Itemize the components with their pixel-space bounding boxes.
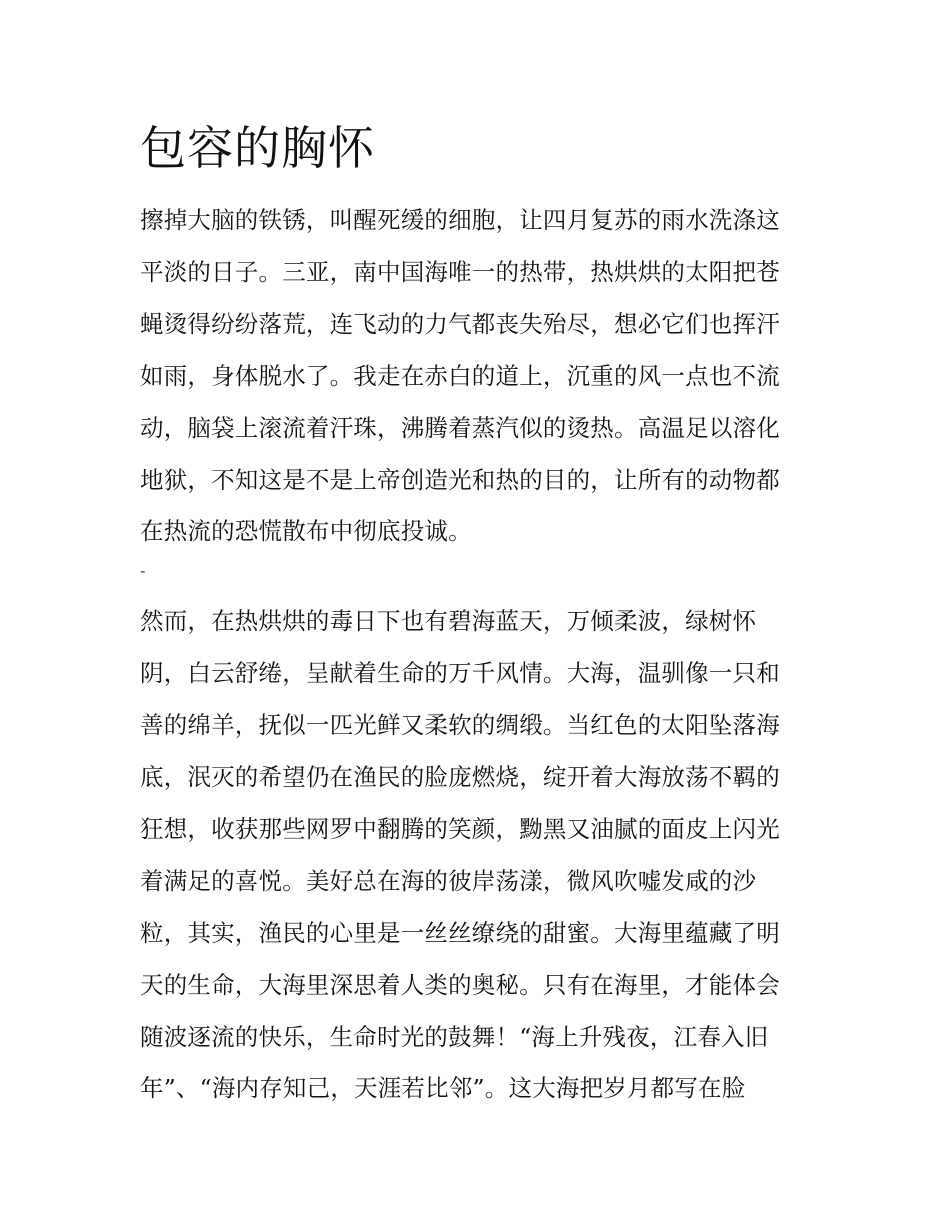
paragraph-line: 平淡的日子。三亚，南中国海唯一的热带，热烘烘的太阳把苍 xyxy=(140,258,780,286)
paragraph-line: 然而，在热烘烘的毒日下也有碧海蓝天，万倾柔波，绿树怀 xyxy=(140,607,757,635)
page-title: 包容的胸怀 xyxy=(140,121,375,175)
paragraph-line: 狂想，收获那些网罗中翻腾的笑颜，黝黑又油腻的面皮上闪光 xyxy=(140,815,780,843)
separator-mark: - xyxy=(140,561,146,580)
paragraph-line: 天的生命，大海里深思着人类的奥秘。只有在海里，才能体会 xyxy=(140,971,780,999)
paragraph-line: 地狱，不知这是不是上帝创造光和热的目的，让所有的动物都 xyxy=(140,466,780,494)
paragraph-line: 底，泯灭的希望仍在渔民的脸庞燃烧，绽开着大海放荡不羁的 xyxy=(140,763,780,791)
paragraph-line: 动，脑袋上滚流着汗珠，沸腾着蒸汽似的烫热。高温足以溶化 xyxy=(140,414,780,442)
paragraph-line: 擦掉大脑的铁锈，叫醒死缓的细胞，让四月复苏的雨水洗涤这 xyxy=(140,206,780,234)
paragraph-line: 年”、“海内存知己，天涯若比邻”。这大海把岁月都写在脸 xyxy=(140,1074,746,1102)
paragraph-line: 如雨，身体脱水了。我走在赤白的道上，沉重的风一点也不流 xyxy=(140,362,780,390)
paragraph-line: 着满足的喜悦。美好总在海的彼岸荡漾，微风吹嘘发咸的沙 xyxy=(140,867,757,895)
paragraph-line: 蝇烫得纷纷落荒，连飞动的力气都丧失殆尽，想必它们也挥汗 xyxy=(140,310,780,338)
paragraph-line: 随波逐流的快乐，生命时光的鼓舞！“海上升残夜，江春入旧 xyxy=(140,1023,769,1051)
paragraph-line: 善的绵羊，抚似一匹光鲜又柔软的绸缎。当红色的太阳坠落海 xyxy=(140,711,780,739)
paragraph-line: 粒，其实，渔民的心里是一丝丝缭绕的甜蜜。大海里蕴藏了明 xyxy=(140,919,780,947)
paragraph-line: 在热流的恐慌散布中彻底投诚。 xyxy=(140,517,472,545)
paragraph-line: 阴，白云舒绻，呈献着生命的万千风情。大海，温驯像一只和 xyxy=(140,659,780,687)
